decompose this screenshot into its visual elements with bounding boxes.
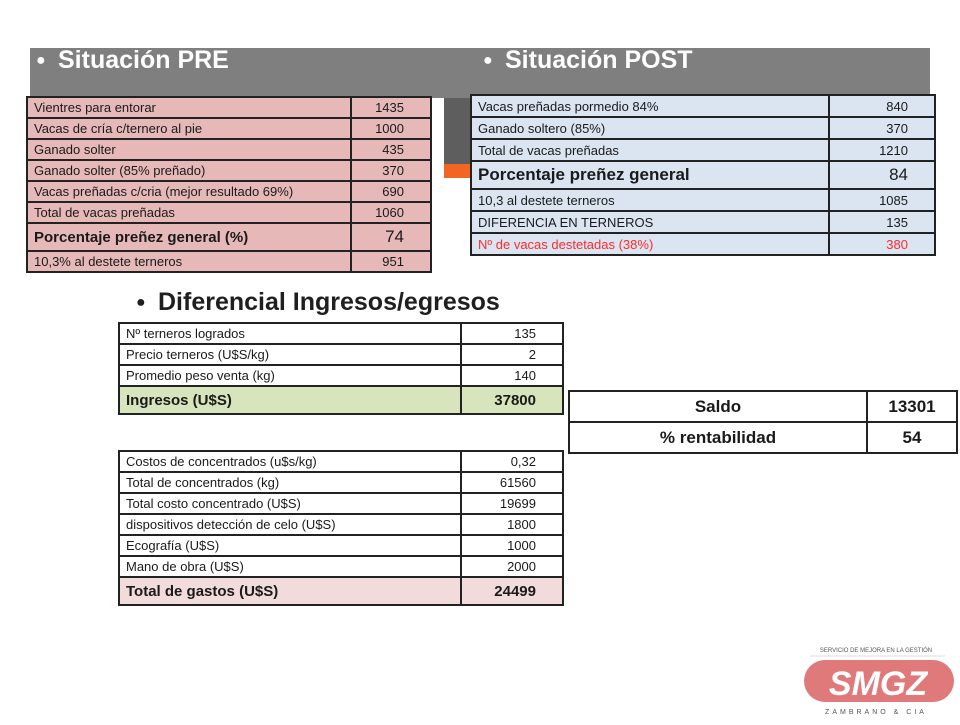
- table-row: [27, 251, 431, 272]
- row-label: Vacas preñadas pormedio 84%: [471, 95, 829, 117]
- row-label: Nº terneros logrados: [119, 323, 461, 344]
- row-label: Total de vacas preñadas: [471, 139, 829, 161]
- table-row: [471, 211, 935, 233]
- row-label: Total de vacas preñadas: [27, 202, 351, 223]
- table-row: [27, 181, 431, 202]
- table-row-highlight: [471, 161, 935, 189]
- decorative-orange-block: [444, 164, 470, 178]
- row-value: 13301: [867, 391, 957, 422]
- saldo-table: [568, 390, 958, 454]
- row-value: 951: [351, 251, 431, 272]
- post-table: [470, 94, 936, 256]
- bullet-icon: ●: [136, 294, 146, 312]
- row-value: 2: [461, 344, 563, 365]
- row-label: Total de gastos (U$S): [119, 577, 461, 605]
- row-label: Porcentaje preñez general (%): [27, 223, 351, 251]
- table-row: [569, 422, 957, 453]
- table-row: [119, 365, 563, 386]
- row-label: Ecografía (U$S): [119, 535, 461, 556]
- row-value: 1210: [829, 139, 935, 161]
- row-value: 840: [829, 95, 935, 117]
- row-value: 135: [461, 323, 563, 344]
- row-label: Ganado solter: [27, 139, 351, 160]
- bullet-icon: ●: [483, 52, 493, 70]
- row-value: 1435: [351, 97, 431, 118]
- row-label: Precio terneros (U$S/kg): [119, 344, 461, 365]
- table-row: [27, 118, 431, 139]
- row-value: 37800: [461, 386, 563, 414]
- row-value: 1085: [829, 189, 935, 211]
- row-label: DIFERENCIA EN TERNEROS: [471, 211, 829, 233]
- bullet-icon: ●: [36, 52, 46, 70]
- row-value: 0,32: [461, 451, 563, 472]
- row-label: Ingresos (U$S): [119, 386, 461, 414]
- row-label: Porcentaje preñez general: [471, 161, 829, 189]
- table-row: [27, 97, 431, 118]
- row-label: Ganado soltero (85%): [471, 117, 829, 139]
- table-row: [27, 202, 431, 223]
- heading-pre: ● Situación PRE: [36, 46, 229, 74]
- table-row: [119, 451, 563, 472]
- row-label: Costos de concentrados (u$s/kg): [119, 451, 461, 472]
- ingresos-table: [118, 322, 564, 415]
- row-value: 2000: [461, 556, 563, 577]
- row-value: 435: [351, 139, 431, 160]
- table-row-highlight: [27, 223, 431, 251]
- table-row: [119, 514, 563, 535]
- row-label: 10,3% al destete terneros: [27, 251, 351, 272]
- table-row: [119, 493, 563, 514]
- table-row-total: [119, 386, 563, 414]
- row-value: 1000: [461, 535, 563, 556]
- row-label: Total de concentrados (kg): [119, 472, 461, 493]
- row-value: 135: [829, 211, 935, 233]
- row-label: Nº de vacas destetadas (38%): [471, 233, 829, 255]
- table-row: [119, 472, 563, 493]
- heading-diferencial: ● Diferencial Ingresos/egresos: [136, 288, 500, 316]
- row-value: 1060: [351, 202, 431, 223]
- row-label: Vientres para entorar: [27, 97, 351, 118]
- table-row: [27, 160, 431, 181]
- table-row: [119, 535, 563, 556]
- row-value: 61560: [461, 472, 563, 493]
- heading-post: ● Situación POST: [483, 46, 693, 74]
- row-label: dispositivos detección de celo (U$S): [119, 514, 461, 535]
- logo-tagline: SERVICIO DE MEJORA EN LA GESTIÓN: [819, 648, 933, 654]
- table-row: [471, 139, 935, 161]
- row-label: Vacas de cría c/ternero al pie: [27, 118, 351, 139]
- row-value: 380: [829, 233, 935, 255]
- smgz-logo: [790, 640, 960, 720]
- row-label: Saldo: [569, 391, 867, 422]
- row-label: % rentabilidad: [569, 422, 867, 453]
- table-row-red: [471, 233, 935, 255]
- row-label: 10,3 al destete terneros: [471, 189, 829, 211]
- pre-table: [26, 96, 432, 273]
- row-label: Promedio peso venta (kg): [119, 365, 461, 386]
- row-value: 54: [867, 422, 957, 453]
- row-value: 74: [351, 223, 431, 251]
- logo-graphic: [790, 640, 960, 720]
- table-row: [569, 391, 957, 422]
- table-row: [471, 117, 935, 139]
- table-row: [119, 556, 563, 577]
- row-value: 24499: [461, 577, 563, 605]
- table-row-total: [119, 577, 563, 605]
- row-value: 1000: [351, 118, 431, 139]
- table-row: [119, 323, 563, 344]
- table-row: [471, 189, 935, 211]
- table-row: [471, 95, 935, 117]
- row-value: 84: [829, 161, 935, 189]
- row-label: Ganado solter (85% preñado): [27, 160, 351, 181]
- row-value: 1800: [461, 514, 563, 535]
- decorative-dark-block: [444, 98, 470, 164]
- gastos-table: [118, 450, 564, 606]
- table-row: [27, 139, 431, 160]
- row-label: Mano de obra (U$S): [119, 556, 461, 577]
- row-value: 19699: [461, 493, 563, 514]
- logo-subtitle: ZAMBRANO & CIA: [825, 709, 927, 716]
- row-label: Total costo concentrado (U$S): [119, 493, 461, 514]
- row-value: 370: [351, 160, 431, 181]
- row-value: 370: [829, 117, 935, 139]
- table-row: [119, 344, 563, 365]
- row-label: Vacas preñadas c/cria (mejor resultado 69%): [27, 181, 351, 202]
- row-value: 140: [461, 365, 563, 386]
- logo-mark: SMGZ: [828, 665, 928, 703]
- row-value: 690: [351, 181, 431, 202]
